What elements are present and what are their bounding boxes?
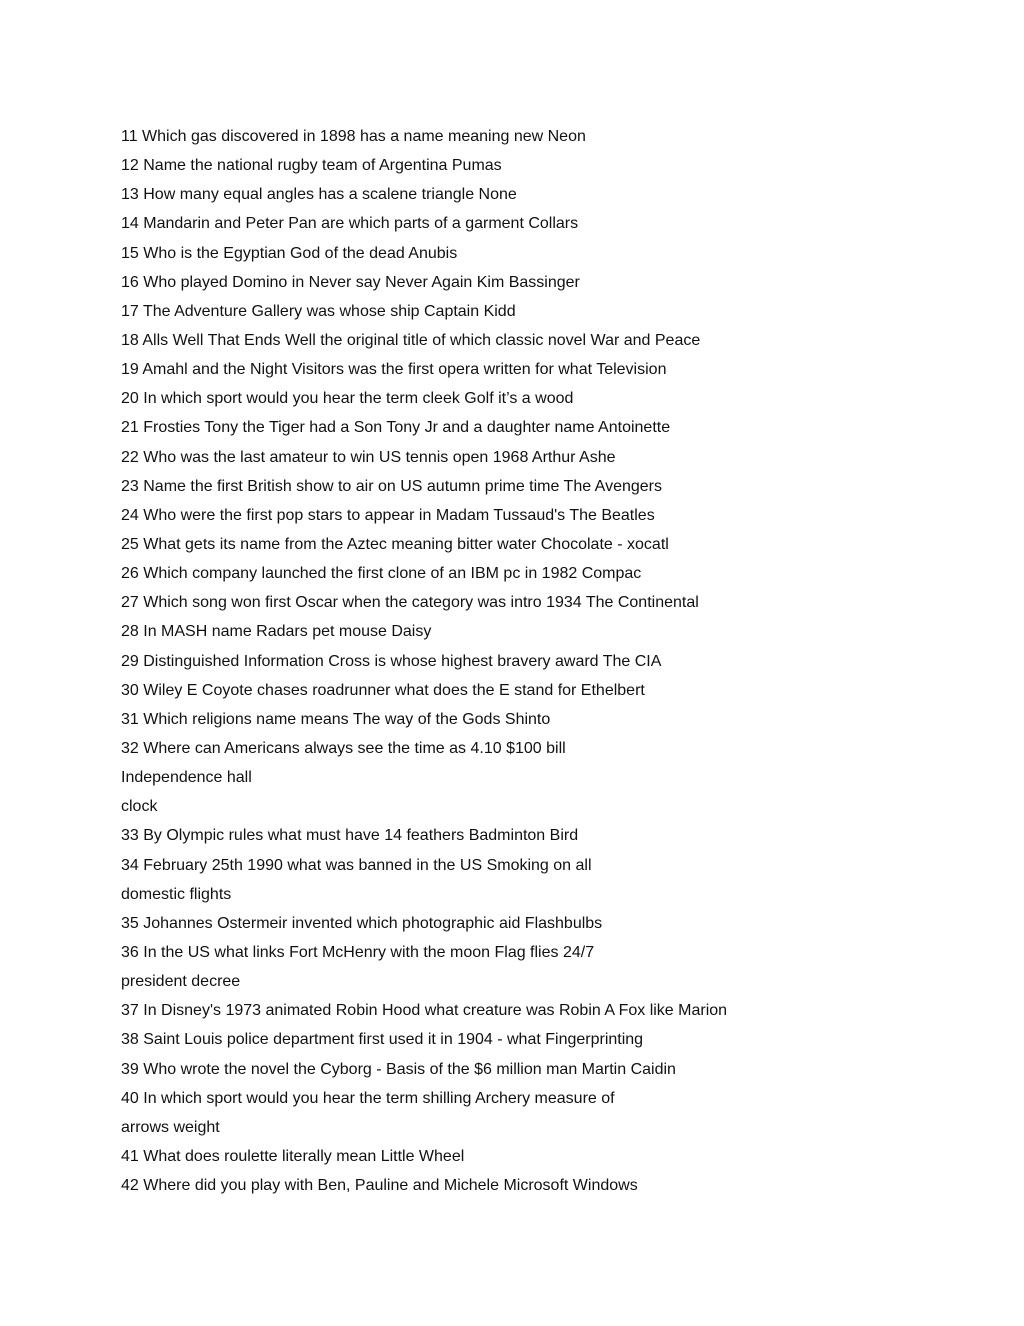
text-line: 28 In MASH name Radars pet mouse Daisy bbox=[121, 623, 432, 641]
text-line: 17 The Adventure Gallery was whose ship Captain Kidd bbox=[121, 302, 516, 320]
quiz-text bbox=[121, 122, 981, 1200]
text-line: 31 Which religions name means The way of the Gods Shinto bbox=[121, 710, 551, 728]
text-line: 37 In Disney's 1973 animated Robin Hood what creature was Robin A Fox like Marion bbox=[121, 1002, 728, 1020]
text-line: 18 Alls Well That Ends Well the original title of which classic novel War and Peace bbox=[121, 331, 701, 349]
text-line: 15 Who is the Egyptian God of the dead Anubis bbox=[121, 244, 458, 262]
text-line: Independence hall bbox=[121, 769, 252, 787]
text-line: 26 Which company launched the first clone of an IBM pc in 1982 Compac bbox=[121, 565, 642, 583]
text-line: 32 Where can Americans always see the time as 4.10 $100 bill bbox=[121, 739, 566, 757]
text-line: 27 Which song won first Oscar when the category was intro 1934 The Continental bbox=[121, 594, 699, 612]
text-line: 40 In which sport would you hear the term shilling Archery measure of bbox=[121, 1089, 615, 1107]
text-line: 12 Name the national rugby team of Argentina Pumas bbox=[121, 157, 502, 175]
text-line: 39 Who wrote the novel the Cyborg - Basis of the $6 million man Martin Caidin bbox=[121, 1060, 676, 1078]
text-line: 34 February 25th 1990 what was banned in the US Smoking on all bbox=[121, 856, 592, 874]
text-line: 14 Mandarin and Peter Pan are which parts of a garment Collars bbox=[121, 215, 579, 233]
text-line: president decree bbox=[121, 973, 241, 991]
text-line: 33 By Olympic rules what must have 14 feathers Badminton Bird bbox=[121, 827, 579, 845]
text-line: 20 In which sport would you hear the term cleek Golf it’s a wood bbox=[121, 390, 574, 408]
text-line: arrows weight bbox=[121, 1118, 220, 1136]
text-line: domestic flights bbox=[121, 885, 232, 903]
text-line: 19 Amahl and the Night Visitors was the first opera written for what Television bbox=[121, 361, 667, 379]
text-line: 42 Where did you play with Ben, Pauline and Michele Microsoft Windows bbox=[121, 1177, 638, 1195]
text-line: 11 Which gas discovered in 1898 has a name meaning new Neon bbox=[121, 128, 586, 145]
text-line: 41 What does roulette literally mean Little Wheel bbox=[121, 1147, 465, 1165]
text-line: 35 Johannes Ostermeir invented which photographic aid Flashbulbs bbox=[121, 914, 603, 932]
text-line: 29 Distinguished Information Cross is whose highest bravery award The CIA bbox=[121, 652, 662, 670]
text-line: 21 Frosties Tony the Tiger had a Son Tony Jr and a daughter name Antoinette bbox=[121, 419, 671, 437]
text-line: 13 How many equal angles has a scalene triangle None bbox=[121, 186, 517, 204]
text-line: 30 Wiley E Coyote chases roadrunner what does the E stand for Ethelbert bbox=[121, 681, 645, 699]
text-line: 36 In the US what links Fort McHenry with the moon Flag flies 24/7 bbox=[121, 943, 595, 961]
text-line: 16 Who played Domino in Never say Never Again Kim Bassinger bbox=[121, 273, 580, 291]
text-line: 22 Who was the last amateur to win US tennis open 1968 Arthur Ashe bbox=[121, 448, 616, 466]
text-line: clock bbox=[121, 798, 158, 816]
text-line: 23 Name the first British show to air on US autumn prime time The Avengers bbox=[121, 477, 662, 495]
text-line: 25 What gets its name from the Aztec meaning bitter water Chocolate - xocatl bbox=[121, 535, 669, 553]
text-line: 24 Who were the first pop stars to appear in Madam Tussaud's The Beatles bbox=[121, 506, 655, 524]
text-line: 38 Saint Louis police department first used it in 1904 - what Fingerprinting bbox=[121, 1031, 644, 1049]
